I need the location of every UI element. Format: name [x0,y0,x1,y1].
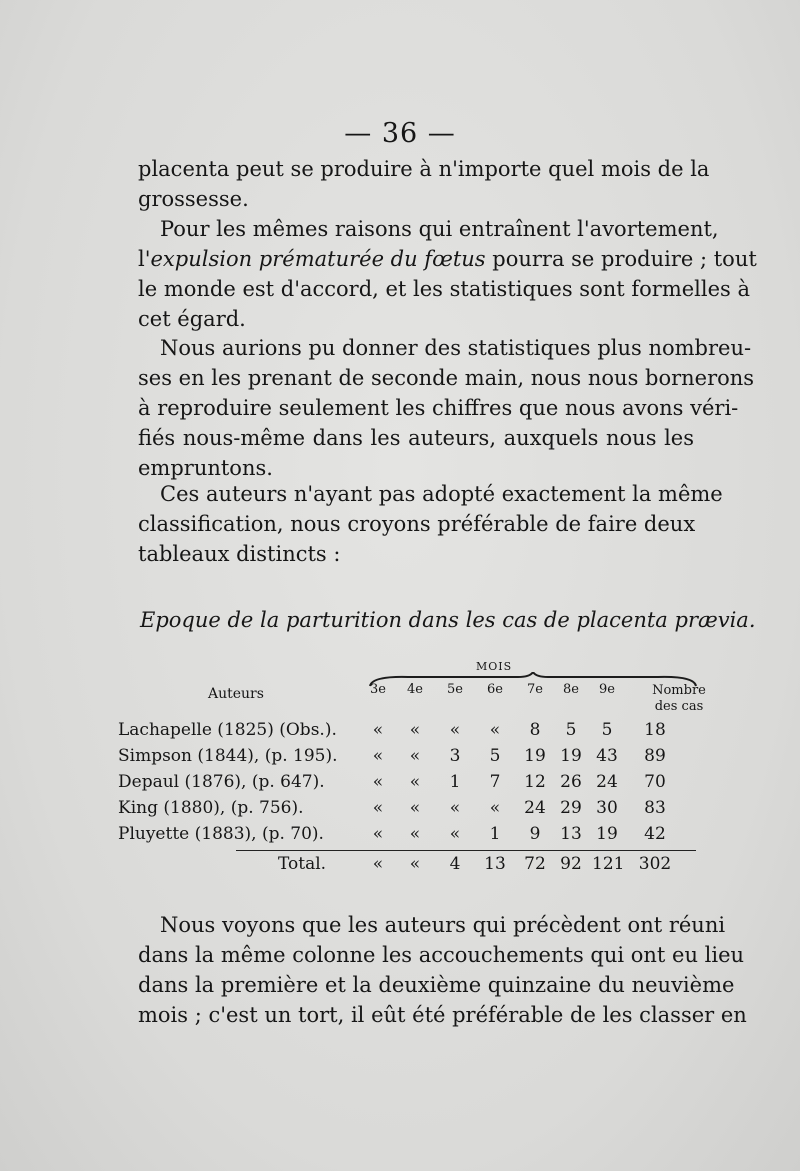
paragraph-continuation [138,154,710,214]
author-cell: Depaul (1876), (p. 647). [118,772,325,792]
author-cell: King (1880), (p. 756). [118,798,304,818]
month-cell: « [489,720,501,740]
table-row [118,717,708,743]
month-cell: « [409,772,421,792]
total-count-cell: 302 [638,854,672,874]
month-cell: 8 [529,720,541,740]
month-cell: « [449,798,461,818]
month-cell: 5 [565,720,577,740]
table-row [118,821,708,847]
month-cell: « [372,798,384,818]
total-cell: 72 [524,854,546,874]
text-line: Nous voyons que les auteurs qui précèdent ont réuni [160,913,726,937]
month-cell: « [372,720,384,740]
column-header-count-line: des cas [654,699,704,714]
italic-phrase: expulsion prématurée du fœtus [150,247,486,271]
count-cell: 70 [644,772,666,792]
text-line: grossesse. [138,187,249,211]
total-cell: 121 [592,854,625,874]
table-total-row [118,851,708,877]
table-group-header: MOIS [476,660,513,673]
author-cell: Pluyette (1883), (p. 70). [118,824,324,844]
table-row [118,769,708,795]
column-header-month: 6e [487,682,503,697]
count-cell: 83 [644,798,666,818]
text-line: fiés nous-même dans les auteurs, auxquels nous les [138,426,694,450]
column-header-month: 3e [370,682,386,697]
month-cell: 26 [560,772,582,792]
text-fragment: l' [138,247,151,271]
table-row [118,743,708,769]
text-line: dans la première et la deuxième quinzaine du neuvième [138,973,735,997]
text-line: empruntons. [138,456,273,480]
column-header-count [644,683,714,715]
month-cell: 24 [596,772,618,792]
text-line: Ces auteurs n'ayant pas adopté exactement la même [160,482,723,506]
count-cell: 89 [644,746,666,766]
table-caption: Epoque de la parturition dans les cas de placenta prævia. [140,608,756,632]
total-cell: « [409,854,421,874]
month-cell: 12 [524,772,546,792]
text-line: dans la même colonne les accouchements qui ont eu lieu [138,943,745,967]
month-cell: 3 [449,746,461,766]
text-line: Pour les mêmes raisons qui entraînent l'avortement, [160,217,719,241]
author-cell: Lachapelle (1825) (Obs.). [118,720,337,740]
month-cell: 24 [524,798,546,818]
text-line: classification, nous croyons préférable de faire deux [138,512,696,536]
total-cell: 13 [484,854,506,874]
count-cell: 18 [644,720,666,740]
month-cell: 29 [560,798,582,818]
month-cell: 5 [489,746,501,766]
total-rule [236,850,696,851]
month-cell: « [372,824,384,844]
month-cell: 19 [524,746,546,766]
paragraph-expulsion [138,214,757,334]
text-line: le monde est d'accord, et les statistiques sont formelles à [138,277,750,301]
month-cell: 19 [596,824,618,844]
text-line: mois ; c'est un tort, il eût été préférable de les classer en [138,1003,747,1027]
month-cell: 1 [489,824,501,844]
month-cell: 19 [560,746,582,766]
month-cell: « [409,824,421,844]
paragraph-statistics [138,333,755,483]
column-header-month: 9e [599,682,615,697]
parturition-table [118,681,708,877]
total-cell: « [372,854,384,874]
month-cell: « [409,798,421,818]
text-line [138,244,757,274]
month-cell: 13 [560,824,582,844]
month-cell: 43 [596,746,618,766]
column-header-month: 7e [527,682,543,697]
month-cell: « [489,798,501,818]
paragraph-conclusion [138,910,747,1030]
column-header-count-line: Nombre [652,683,706,698]
text-line: placenta peut se produire à n'importe quel mois de la [138,157,710,181]
total-cell: 4 [449,854,461,874]
month-cell: « [409,720,421,740]
month-cell: 30 [596,798,618,818]
paragraph-classification [138,479,723,569]
column-header-month: 4e [407,682,423,697]
text-line: cet égard. [138,307,246,331]
count-cell: 42 [644,824,666,844]
table-row [118,795,708,821]
column-header-authors: Auteurs [208,686,264,702]
text-line: Nous aurions pu donner des statistiques plus nombreu- [160,336,752,360]
text-line: à reproduire seulement les chiffres que nous avons véri- [138,396,739,420]
month-cell: 5 [601,720,613,740]
total-cell: 92 [560,854,582,874]
text-line: ses en les prenant de seconde main, nous nous bornerons [138,366,755,390]
month-cell: « [372,746,384,766]
month-cell: 1 [449,772,461,792]
text-line: tableaux distincts : [138,542,341,566]
table-header-row [118,681,708,717]
month-cell: 7 [489,772,501,792]
column-header-month: 8e [563,682,579,697]
author-cell: Simpson (1844), (p. 195). [118,746,338,766]
text-fragment: pourra se produire ; tout [485,247,757,271]
column-header-month: 5e [447,682,463,697]
total-label: Total. [278,854,327,874]
month-cell: « [449,720,461,740]
month-cell: « [372,772,384,792]
month-cell: « [449,824,461,844]
month-cell: « [409,746,421,766]
month-cell: 9 [529,824,541,844]
page-number: — 36 — [344,118,456,149]
